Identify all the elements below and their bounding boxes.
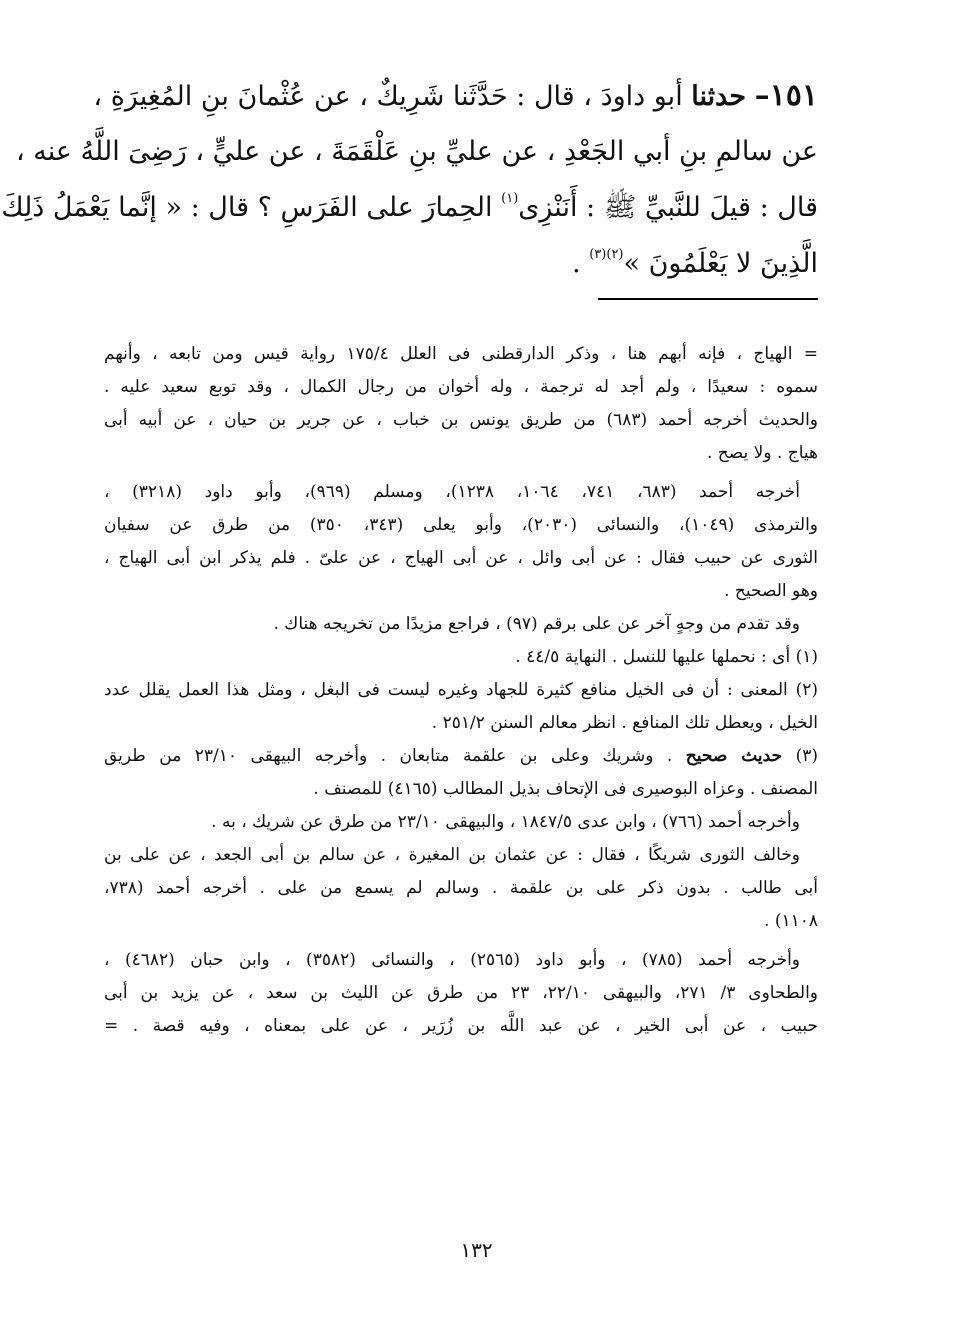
hadith-opening: حدثنا (691, 81, 747, 112)
note-line: حبيب ، عن أبى الخير ، عن عبد اللَّه بن زُرَير ، عن على بمعناه ، وفيه قصة . = (104, 1016, 818, 1036)
note-line: والطحاوى ٣/ ٢٧١، والبيهقى ٢٢/١٠، ٢٣ من طرق عن الليث بن سعد ، عن يزيد بن أبى (104, 983, 819, 1003)
note-line: وأخرجه أحمد (٧٨٥) ، وأبو داود (٢٥٦٥) ، والنسائى (٣٥٨٢) ، وابن حبان (٤٦٨٢) ، (104, 950, 801, 970)
note-line: وخالف الثورى شريكًا ، فقال : عن عثمان بن المغيرة ، عن سالم بن أبى الجعد ، عن على بن (104, 845, 800, 865)
footnote-3: (٣) حديث صحيح . وشريك وعلى بن علقمة متابعان . وأخرجه البيهقى ٢٣/١٠ من طريق (104, 746, 818, 766)
note-line: هياج . ولا يصح . (706, 443, 818, 463)
hadith-line-4: الَّذِينَ لا يَعْلَمُونَ »$^{(٢)(٣)}$ . (572, 247, 818, 279)
footnote-ref-3[interactable]: (٣) (589, 247, 607, 262)
hadith-text (1, 68, 818, 292)
note-line: المصنف . وعزاه البوصيرى فى الإتحاف بذيل المطالب (٤١٦٥) للمصنف . (313, 779, 818, 799)
hadith-line-2: عن سالمِ بنِ أبي الجَعْدِ ، عن عليِّ بنِ عَلْقَمَةَ ، عن عليٍّ ، رَضِىَ اللَّهُ عنه ، (15, 136, 818, 167)
note-line: وقد تقدم من وجهٍ آخر عن على برقم (٩٧) ، فراجع مزيدًا من تخريجه هناك . (273, 614, 800, 634)
note-line: وهو الصحيح . (724, 581, 818, 601)
note-line: والترمذى (١٠٤٩)، والنسائى (٢٠٣٠)، وأبو يعلى (٣٤٣، ٣٥٠) من طرق عن سفيان (104, 515, 819, 535)
footnote-ref-1[interactable]: (١) (501, 191, 519, 206)
hadith-line-1: ١٥١– حدثنا أبو داودَ ، قال : حَدَّثَنا شَرِيكٌ ، عن عُثْمانَ بنِ المُغِيرَةِ ، (93, 78, 818, 113)
footnote-2: (٢) المعنى : أن فى الخيل منافع كثيرة للجهاد وغيره ليست فى البغل ، ومثل هذا العمل يقلل عدد (104, 680, 818, 700)
note-line: أبى طالب . بدون ذكر على بن علقمة . وسالم لم يسمع من على . أخرجه أحمد (٧٣٨، (104, 878, 818, 898)
footnote-separator (598, 298, 818, 300)
footnotes (104, 338, 818, 1043)
note-line: الخيل ، ويعطل تلك المنافع . انظر معالم السنن ٢٥١/٢ . (431, 713, 818, 733)
note-line: والحديث أخرجه أحمد (٦٨٣) من طريق يونس بن خباب ، عن جرير بن حيان ، عن أبيه أبى (104, 410, 818, 430)
page-number: ١٣٢ (460, 1238, 493, 1262)
note-line: وأخرجه أحمد (٧٦٦) ، وابن عدى ١٨٤٧/٥ ، والبيهقى ٢٣/١٠ من طرق عن شريك ، به . (211, 812, 800, 832)
note-line: ١١٠٨) . (764, 911, 818, 931)
note-line: سموه : سعيدًا ، ولم أجد له ترجمة ، وله أخوان من رجال الكمال ، وقد توبع سعيد عليه . (104, 377, 818, 397)
note-line: أخرجه أحمد (٦٨٣، ٧٤١، ١٠٦٤، ١٢٣٨)، ومسلم (٩٦٩)، وأبو داود (٣٢١٨) ، (104, 482, 801, 502)
note-line: = الهياج ، فإنه أبهم هنا ، وذكر الدارقطنى فى العلل ١٧٥/٤ رواية قيس ومن تابعه ، وأنهم (104, 344, 819, 364)
grade-label: حديث صحيح (685, 746, 783, 766)
continuation-mark: = (104, 1016, 119, 1036)
footnote-1: (١) أى : نحملها عليها للنسل . النهاية ٤٤/٥ . (515, 647, 818, 667)
footnote-ref-2[interactable]: (٢) (606, 247, 624, 262)
hadith-number: ١٥١– (754, 78, 818, 113)
hadith-line-3: قال : قيلَ للنَّبيِّ ﷺ : أَنَنْزِى$^{(١)}$ الحِمارَ على الفَرَسِ ؟ قال : « إنَّما يَعْمَلُ ذَلِكَ (1, 191, 818, 223)
footnote-3-label: (٣) (795, 746, 818, 766)
note-line: الثورى عن حبيب فقال : عن أبى وائل ، عن أبى الهياج ، عن علىّ . فلم يذكر ابن أبى الهياج ، (104, 548, 818, 568)
